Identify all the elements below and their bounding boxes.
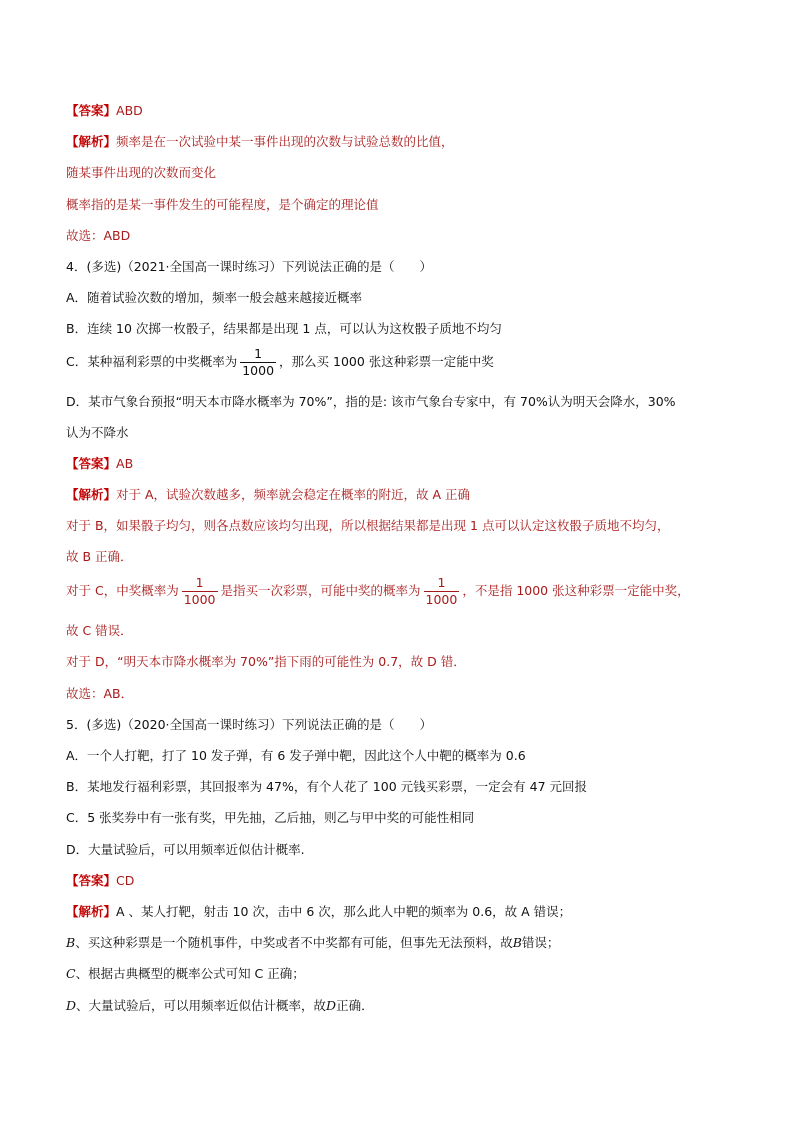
analysis-label: 【解析】 bbox=[66, 134, 117, 149]
answer-value: CD bbox=[116, 873, 135, 888]
q5-analysis-a bbox=[66, 904, 571, 920]
q4-analysis-b-line-1: 对于 B，如果骰子均匀，则各点数应该均匀出现，所以根据结果都是出现 1 点可以认定这枚骰子质地不均匀， bbox=[66, 518, 670, 533]
q4-analysis-c-line-1 bbox=[66, 575, 690, 608]
q4-analysis-c-prefix: 对于 C，中奖概率为 bbox=[66, 583, 179, 598]
option-letter: D bbox=[326, 998, 337, 1013]
fraction-numerator: 1 bbox=[195, 575, 204, 590]
answer-label: 【答案】 bbox=[66, 103, 117, 118]
analysis-text: 、大量试验后，可以用频率近似估计概率，故 bbox=[76, 998, 327, 1013]
q4-analysis-c-line-2: 故 C 错误． bbox=[66, 623, 133, 638]
fraction-denominator: 1000 bbox=[183, 592, 216, 607]
analysis-label: 【解析】 bbox=[66, 487, 117, 502]
analysis-label: 【解析】 bbox=[66, 904, 117, 919]
analysis-text: 、买这种彩票是一个随机事件，中奖或者不中奖都有可能，但事先无法预料，故 bbox=[75, 935, 513, 950]
q4-option-a: A．随着试验次数的增加，频率一般会越来越接近概率 bbox=[66, 290, 363, 305]
q4-answer-line bbox=[66, 456, 133, 472]
q4-analysis-c-suffix: ，不是指 1000 张这种彩票一定能中奖， bbox=[462, 583, 690, 598]
q4-analysis-a bbox=[66, 487, 470, 503]
q4-option-d-line-1: D．某市气象台预报“明天本市降水概率为 70%”，指的是: 该市气象台专家中，有 70%认为明天会降水，30% bbox=[66, 394, 676, 409]
fraction bbox=[424, 575, 460, 608]
fraction-denominator: 1000 bbox=[425, 592, 458, 607]
analysis-text: 频率是在一次试验中某一事件出现的次数与试验总数的比值， bbox=[116, 134, 454, 149]
q4-analysis-b-line-2: 故 B 正确． bbox=[66, 549, 133, 564]
conclusion-line: 故选：ABD bbox=[66, 228, 131, 243]
fraction-denominator: 1000 bbox=[242, 363, 275, 378]
answer-label: 【答案】 bbox=[66, 873, 117, 888]
q5-option-c: C．5 张奖券中有一张有奖，甲先抽，乙后抽，则乙与甲中奖的可能性相同 bbox=[66, 810, 475, 825]
fraction bbox=[240, 346, 276, 379]
option-letter: B bbox=[512, 935, 522, 950]
answer-value: ABD bbox=[116, 103, 143, 118]
answer-label: 【答案】 bbox=[66, 456, 117, 471]
q4-option-c bbox=[66, 346, 494, 379]
analysis-text: A 、某人打靶，射击 10 次，击中 6 次，那么此人中靶的频率为 0.6，故 A 错误； bbox=[116, 904, 572, 919]
q4-option-c-suffix: ，那么买 1000 张这种彩票一定能中奖 bbox=[279, 354, 494, 369]
q5-stem: 5．(多选)（2020·全国高一课时练习）下列说法正确的是（ ） bbox=[66, 717, 432, 732]
option-letter: B bbox=[66, 935, 76, 950]
q5-analysis-c bbox=[66, 966, 305, 982]
fraction-numerator: 1 bbox=[437, 575, 446, 590]
q4-option-b: B．连续 10 次掷一枚骰子，结果都是出现 1 点，可以认为这枚骰子质地不均匀 bbox=[66, 321, 502, 336]
q4-analysis-d: 对于 D，“明天本市降水概率为 70%”指下雨的可能性为 0.7，故 D 错． bbox=[66, 654, 466, 669]
option-letter: D bbox=[66, 998, 77, 1013]
q4-stem: 4．(多选)（2021·全国高一课时练习）下列说法正确的是（ ） bbox=[66, 259, 432, 274]
q4-option-d-line-2: 认为不降水 bbox=[66, 425, 129, 440]
option-letter: C bbox=[66, 966, 76, 981]
answer-line-1 bbox=[66, 103, 143, 119]
fraction bbox=[182, 575, 218, 608]
analysis-text: 对于 A，试验次数越多，频率就会稳定在概率的附近，故 A 正确 bbox=[116, 487, 471, 502]
fraction-numerator: 1 bbox=[254, 346, 263, 361]
q5-option-a: A．一个人打靶，打了 10 发子弹，有 6 发子弹中靶，因此这个人中靶的概率为 0.6 bbox=[66, 748, 526, 763]
q4-conclusion: 故选：AB． bbox=[66, 686, 134, 701]
answer-value: AB bbox=[116, 456, 134, 471]
analysis-text: 、根据古典概型的概率公式可知 C 正确； bbox=[75, 966, 305, 981]
analysis-line-1 bbox=[66, 134, 454, 150]
q5-answer-line bbox=[66, 873, 134, 889]
q5-analysis-b bbox=[66, 935, 559, 951]
analysis-text-tail: 正确． bbox=[336, 998, 374, 1013]
q5-analysis-d bbox=[66, 998, 374, 1014]
q4-option-c-prefix: C．某种福利彩票的中奖概率为 bbox=[66, 354, 238, 369]
q4-analysis-c-middle: 是指买一次彩票，可能中奖的概率为 bbox=[220, 583, 421, 598]
q5-option-b: B．某地发行福利彩票，其回报率为 47%，有个人花了 100 元钱买彩票，一定会有 47 元回报 bbox=[66, 779, 587, 794]
analysis-text-tail: 错误； bbox=[521, 935, 560, 950]
analysis-line-3: 概率指的是某一事件发生的可能程度，是个确定的理论值 bbox=[66, 197, 379, 212]
analysis-line-2: 随某事件出现的次数而变化 bbox=[66, 165, 217, 180]
q5-option-d: D．大量试验后，可以用频率近似估计概率. bbox=[66, 842, 305, 857]
